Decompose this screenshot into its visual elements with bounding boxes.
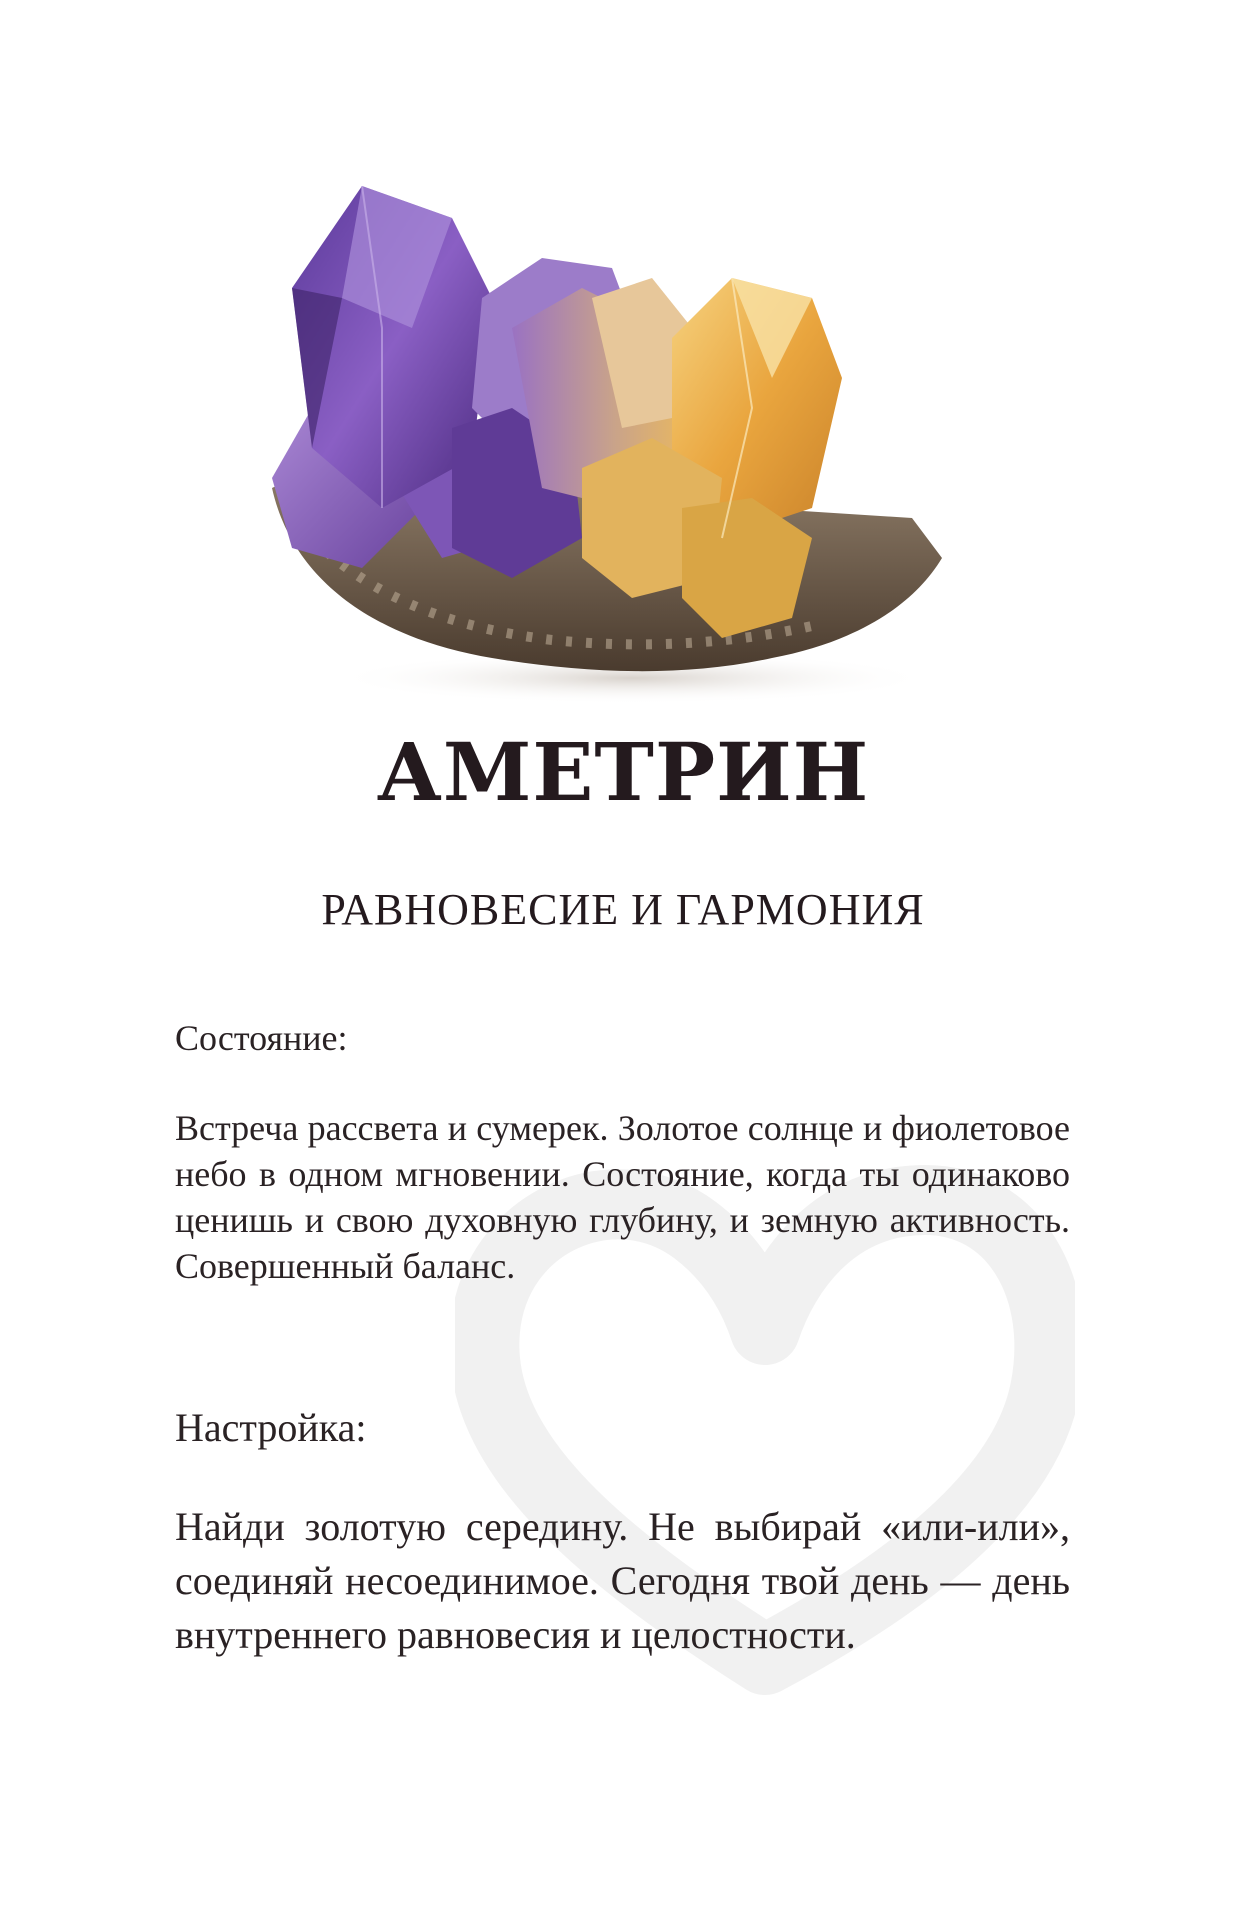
state-label: Состояние: xyxy=(175,1018,348,1058)
tune-paragraph: Найди золотую середину. Не выбирай «или-или», соединяй несоединимое. Сегодня твой день — день внутреннего равновесия и целостности. xyxy=(175,1504,1070,1657)
page-subtitle: РАВНОВЕСИЕ И ГАРМОНИЯ xyxy=(321,885,925,934)
page-title: АМЕТРИН xyxy=(376,725,870,819)
ametrine-crystal-image xyxy=(252,178,960,710)
state-paragraph: Встреча рассвета и сумерек. Золотое солнце и фиолетовое небо в одном мгновении. Состояние, когда ты одинаково ценишь и свою духовную глубину, и земную активность. Совершенный баланс. xyxy=(175,1108,1070,1286)
tune-label: Настройка: xyxy=(175,1405,367,1450)
